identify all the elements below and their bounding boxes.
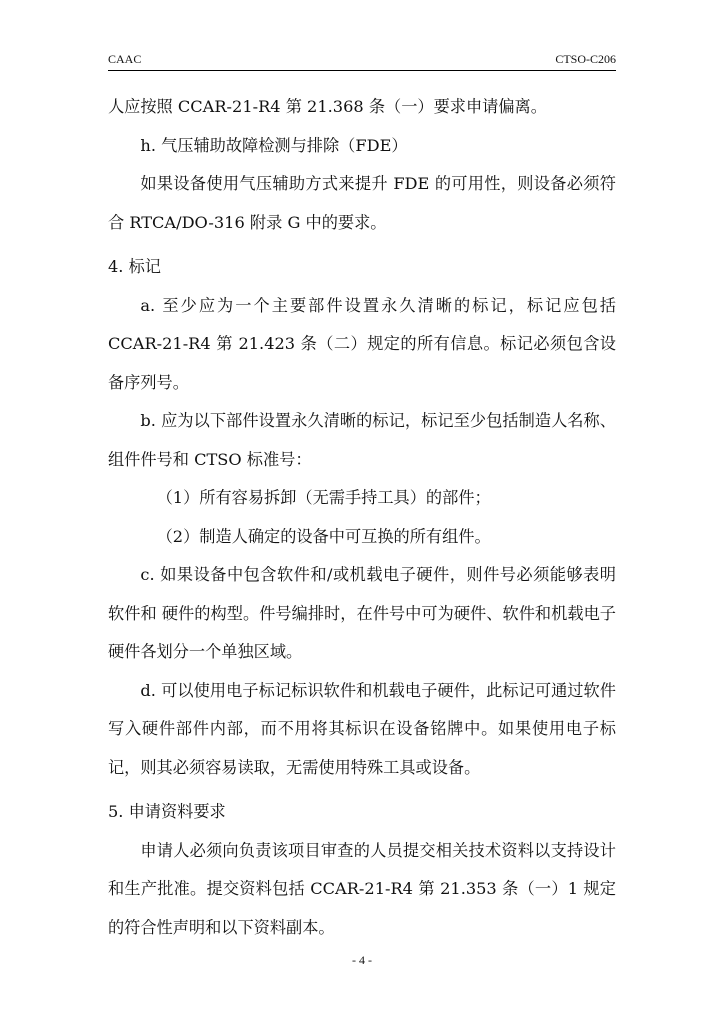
item-4b-2: （2）制造人确定的设备中可互换的所有组件。 xyxy=(156,526,491,546)
document-body xyxy=(108,88,616,947)
paragraph-fde: 如果设备使用气压辅助方式来提升 FDE 的可用性，则设备必须符合 RTCA/DO-316 附录 G 中的要求。 xyxy=(108,174,616,232)
item-4a: a. 至少应为一个主要部件设置永久清晰的标记，标记应包括 CCAR-21-R4 第 21.423 条（二）规定的所有信息。标记必须包含设备序列号。 xyxy=(108,295,616,392)
header-doc-id: CTSO-C206 xyxy=(555,52,616,66)
item-4b: b. 应为以下部件设置永久清晰的标记，标记至少包括制造人名称、组件件号和 CTSO 标准号： xyxy=(108,411,616,469)
section-5-heading: 5. 申请资料要求 xyxy=(108,802,226,821)
item-4c: c. 如果设备中包含软件和/或机载电子硬件，则件号必须能够表明软件和 硬件的构型。件号编排时，在件号中可为硬件、软件和机载电子硬件各划分一个单独区域。 xyxy=(108,565,616,661)
section-4-heading: 4. 标记 xyxy=(108,257,161,276)
page-number: - 4 - xyxy=(352,953,372,967)
page-header xyxy=(108,50,616,71)
item-4d: d. 可以使用电子标记标识软件和机载电子硬件，此标记可通过软件写入硬件部件内部，而不用将其标识在设备铭牌中。如果使用电子标记，则其必须容易读取，无需使用特殊工具或设备。 xyxy=(108,680,616,777)
paragraph-deviation: 人应按照 CCAR-21-R4 第 21.368 条（一）要求申请偏离。 xyxy=(108,97,547,116)
item-4b-1: （1）所有容易拆卸（无需手持工具）的部件； xyxy=(156,488,491,507)
item-h-title: h. 气压辅助故障检测与排除（FDE） xyxy=(140,135,408,155)
paragraph-5: 申请人必须向负责该项目审查的人员提交相关技术资料以支持设计和生产批准。提交资料包括 CCAR-21-R4 第 21.353 条（一）1 规定的符合性声明和以下资料副本。 xyxy=(108,840,616,937)
header-org: CAAC xyxy=(108,52,142,66)
